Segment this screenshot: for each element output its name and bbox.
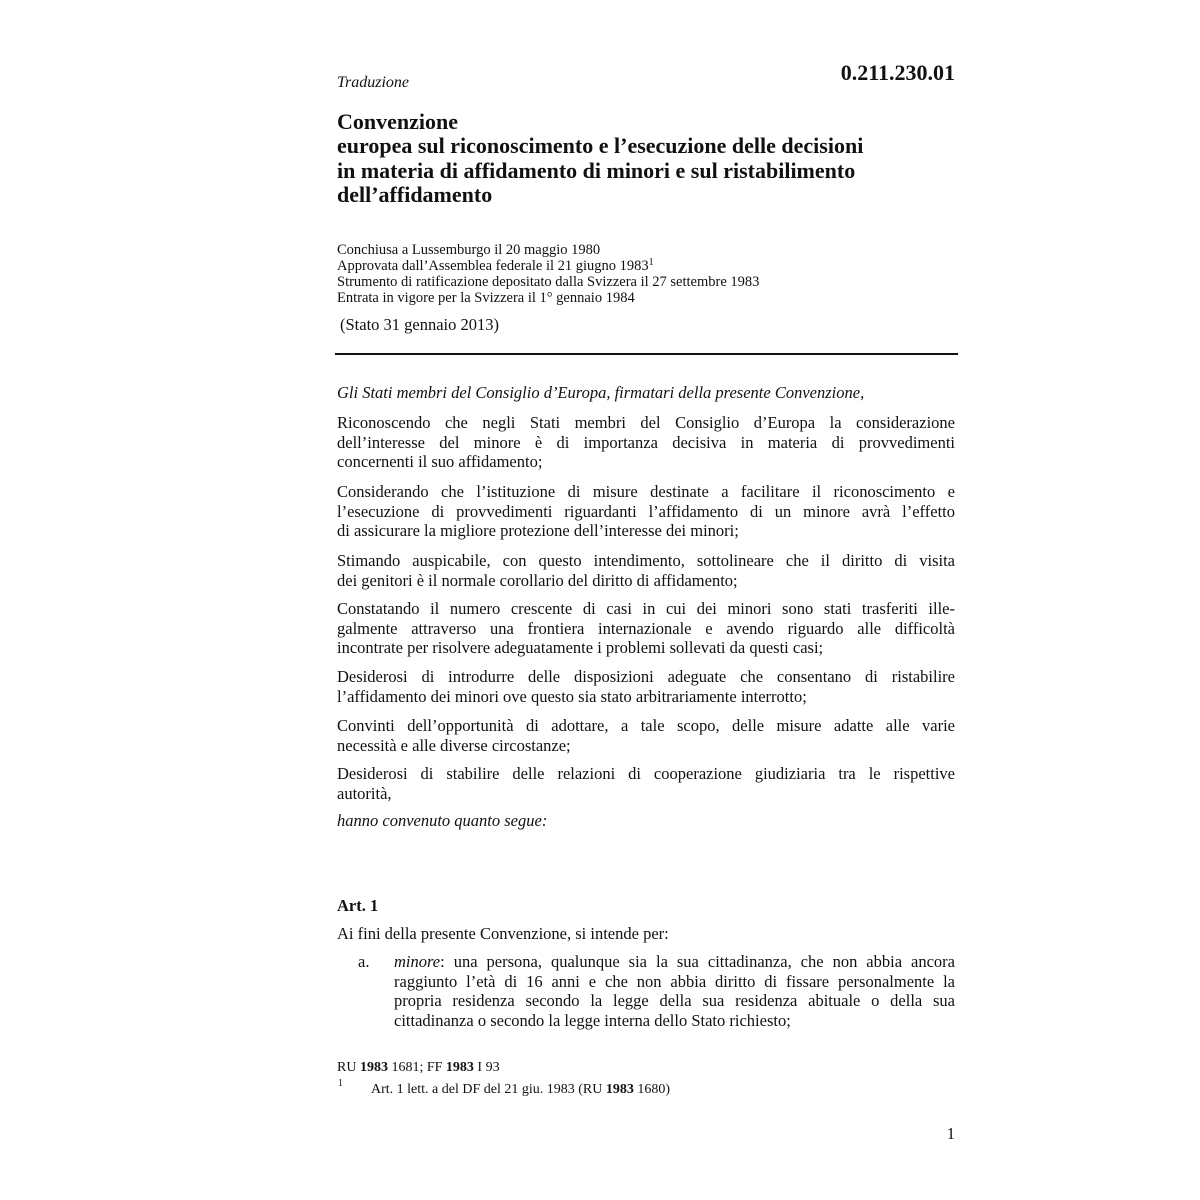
footnote-text (371, 1082, 670, 1098)
sr-number: 0.211.230.01 (840, 60, 955, 85)
header-divider (335, 353, 958, 355)
status-date: (Stato 31 gennaio 2013) (340, 315, 500, 334)
preamble-paragraph (337, 482, 955, 541)
definition-item (394, 952, 955, 1030)
document-title (337, 110, 977, 207)
definition-line (394, 952, 955, 972)
preamble-paragraph (337, 599, 955, 658)
paragraph-line: l’affidamento dei minori ove questo sia stato arbitrariamente interrotto; (337, 686, 807, 706)
entry-into-force-date: Entrata in vigore per la Svizzera il 1° gennaio 1984 (337, 290, 635, 306)
preamble-paragraph (337, 667, 955, 706)
definition-line: propria residenza secondo la legge della sua residenza abituale o della sua (394, 991, 955, 1011)
article-intro: Ai fini della presente Convenzione, si intende per: (337, 924, 669, 943)
paragraph-line: dell’interesse del minore è di importanza decisiva in materia di provvedimenti (337, 432, 955, 452)
footnote-reference[interactable]: 1 (648, 257, 654, 268)
treaty-metadata (337, 242, 957, 306)
preamble-paragraph (337, 551, 955, 590)
footnote-text-before: Art. 1 lett. a del DF del 21 giu. 1983 (RU (371, 1082, 603, 1097)
concluded-date: Conchiusa a Lussemburgo il 20 maggio 1980 (337, 242, 601, 258)
ff-page: I 93 (477, 1060, 500, 1075)
paragraph-line: Desiderosi di stabilire delle relazioni di cooperazione giudiziaria tra le rispettive (337, 764, 955, 783)
paragraph-line: necessità e alle diverse circostanze; (337, 735, 571, 755)
title-line: Convenzione (337, 109, 458, 134)
preamble-paragraph (337, 716, 955, 755)
title-line: dell’affidamento (337, 181, 493, 207)
paragraph-line: galmente attraverso una frontiera internazionale e avendo riguardo alle difficoltà (337, 618, 955, 638)
article-heading: Art. 1 (337, 896, 379, 915)
preamble-paragraph (337, 764, 955, 803)
ru-label: RU (337, 1060, 357, 1075)
definition-line: raggiunto l’età di 16 anni e che non abbia diritto di fissare personalmente la (394, 971, 955, 991)
footnote-number: 1 (338, 1078, 343, 1089)
paragraph-line: Constatando il numero crescente di casi in cui dei minori sono stati trasferiti ille- (337, 599, 955, 618)
paragraph-line: Stimando auspicabile, con questo intendimento, sottolineare che il diritto di visita (337, 551, 955, 570)
footnote-year: 1983 (605, 1082, 634, 1097)
preamble-paragraph (337, 413, 955, 472)
paragraph-line: di assicurare la migliore protezione dell’interesse dei minori; (337, 521, 739, 541)
definition-line: cittadinanza o secondo la legge interna dello Stato richiesto; (394, 1010, 791, 1030)
translation-label: Traduzione (337, 74, 410, 91)
title-line: europea sul riconoscimento e l’esecuzione delle decisioni (337, 133, 864, 159)
paragraph-line: Riconoscendo che negli Stati membri del Consiglio d’Europa la considerazione (337, 413, 955, 432)
paragraph-line: Convinti dell’opportunità di adottare, a tale scopo, delle misure adatte alle varie (337, 716, 955, 735)
paragraph-line: autorità, (337, 783, 392, 803)
approval-date (337, 258, 957, 274)
definition-text: : una persona, qualunque sia la sua cittadinanza, che non abbia ancora (440, 952, 955, 971)
preamble-closing: hanno convenuto quanto segue: (337, 811, 548, 830)
paragraph-line: incontrate per risolvere adeguatamente i problemi sollevati da questi casi; (337, 638, 824, 658)
ru-year: 1983 (359, 1060, 388, 1075)
paragraph-line: Considerando che l’istituzione di misure destinate a facilitare il riconoscimento e (337, 482, 955, 501)
page-number: 1 (946, 1124, 955, 1143)
paragraph-line: dei genitori è il normale corollario del diritto di affidamento; (337, 570, 738, 590)
footnote-text-after: 1680) (637, 1082, 671, 1097)
preamble-intro: Gli Stati membri del Consiglio d’Europa, firmatari della presente Convenzione, (337, 383, 865, 402)
ratification-date: Strumento di ratificazione depositato dalla Svizzera il 27 settembre 1983 (337, 274, 760, 290)
defined-term: minore (394, 952, 441, 971)
title-line: in materia di affidamento di minori e sul ristabilimento (337, 157, 856, 183)
ff-year: 1983 (445, 1060, 474, 1075)
paragraph-line: Desiderosi di introdurre delle disposizioni adeguate che consentano di ristabilire (337, 667, 955, 686)
ru-page: 1681; FF (391, 1060, 443, 1075)
paragraph-line: concernenti il suo affidamento; (337, 452, 543, 472)
approval-text: Approvata dall’Assemblea federale il 21 giugno 1983 (337, 258, 649, 274)
list-marker: a. (358, 952, 370, 971)
paragraph-line: l’esecuzione di provvedimenti riguardanti l’affidamento di un minore avrà l’effetto (337, 501, 955, 521)
official-compilation-reference (337, 1060, 500, 1076)
